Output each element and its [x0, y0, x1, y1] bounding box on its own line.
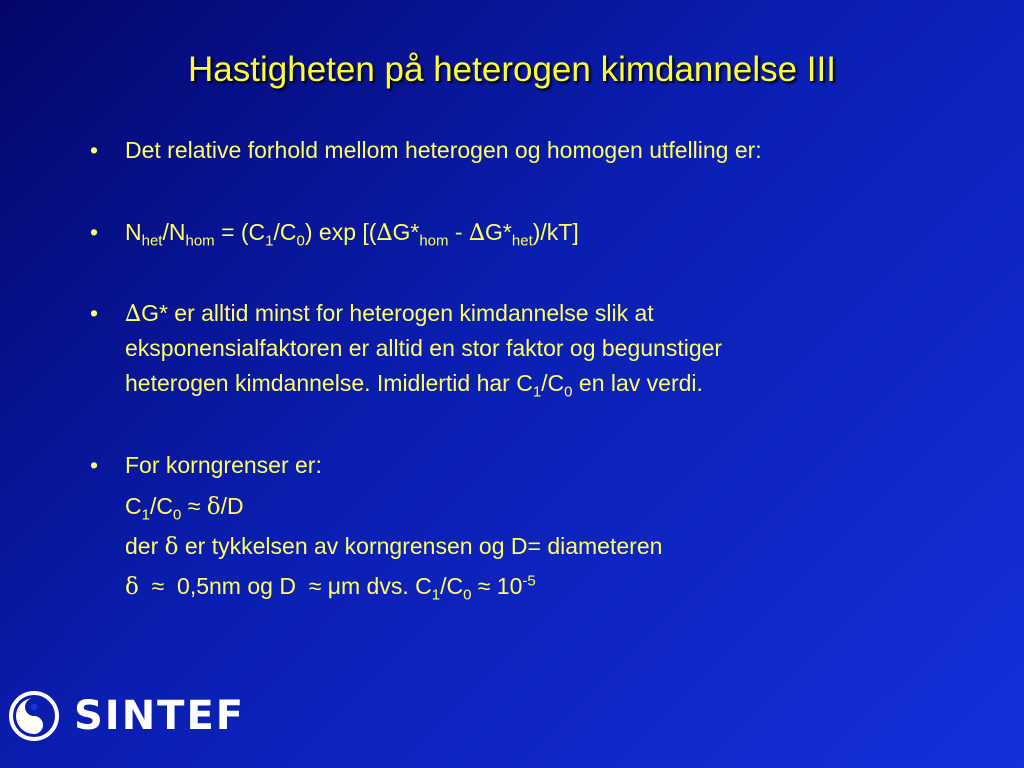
bullet-3-line-2: eksponensialfaktoren er alltid en stor faktor og begunstiger — [125, 335, 723, 361]
subscript: het — [511, 232, 533, 250]
text-part: der — [125, 533, 165, 559]
text-part: ≈ 0,5nm og D ≈ μm dvs. C — [138, 573, 432, 599]
formula-part: N — [125, 219, 142, 245]
formula-part: /C — [273, 219, 297, 245]
bullet-4-formula-3 — [125, 570, 536, 603]
bullet-marker: • — [90, 219, 99, 245]
formula-part: G* — [392, 219, 420, 245]
formula-part: N — [168, 219, 186, 245]
bullet-3-line-3 — [125, 367, 703, 399]
formula-part: = (C — [214, 219, 266, 245]
delta-symbol: ∆ — [468, 220, 486, 246]
text-part: ≈ — [181, 493, 207, 519]
subscript: 0 — [463, 586, 472, 604]
subscript: 0 — [564, 383, 573, 401]
delta-symbol: δ — [125, 574, 139, 600]
text-part: /C — [541, 370, 565, 396]
superscript: -5 — [522, 572, 536, 590]
delta-symbol: δ — [164, 534, 179, 560]
bullet-4-formula-2 — [125, 530, 662, 563]
subscript: 1 — [141, 506, 150, 524]
formula-part: / — [162, 219, 169, 245]
subscript: 1 — [265, 232, 274, 250]
text-part: ≈ 10 — [471, 573, 523, 599]
delta-symbol: δ — [206, 494, 221, 520]
formula-part: - — [448, 219, 469, 245]
subscript: hom — [419, 232, 449, 250]
text-part: er tykkelsen av korngrensen og D= diameteren — [178, 533, 663, 559]
text-part: en lav verdi. — [572, 370, 703, 396]
bullet-4-text: For korngrenser er: — [125, 452, 322, 478]
bullet-1-text: Det relative forhold mellom heterogen og homogen utfelling er: — [125, 137, 762, 163]
text-part: G* er alltid minst for heterogen kimdannelse slik at — [141, 300, 654, 326]
sintef-logo-icon — [8, 690, 60, 742]
bullet-3-line-1 — [125, 297, 654, 330]
text-part: /C — [149, 493, 173, 519]
text-part: C — [125, 493, 142, 519]
formula-part: )/kT] — [532, 219, 579, 245]
subscript: 1 — [431, 586, 441, 604]
sintef-logo-text: SINTEF — [74, 693, 246, 739]
text-part: heterogen kimdannelse. Imidlertid har C — [125, 370, 533, 396]
subscript: 0 — [172, 506, 182, 524]
slide-title: Hastigheten på heterogen kimdannelse III — [188, 50, 836, 89]
bullet-4-formula-1 — [125, 490, 244, 523]
delta-symbol: ∆ — [376, 220, 393, 246]
formula-part: ) exp [( — [304, 219, 377, 245]
text-part: /D — [220, 493, 244, 519]
subscript: 1 — [532, 383, 542, 401]
bullet-marker: • — [90, 137, 99, 163]
bullet-marker: • — [90, 300, 99, 326]
subscript: 0 — [296, 232, 305, 250]
text-part: /C — [440, 573, 464, 599]
subscript: het — [141, 232, 163, 250]
subscript: hom — [185, 232, 215, 250]
bullet-2-formula — [125, 216, 995, 249]
delta-symbol: ∆ — [125, 301, 142, 327]
bullet-marker: • — [90, 452, 99, 478]
formula-part: G* — [485, 219, 512, 245]
